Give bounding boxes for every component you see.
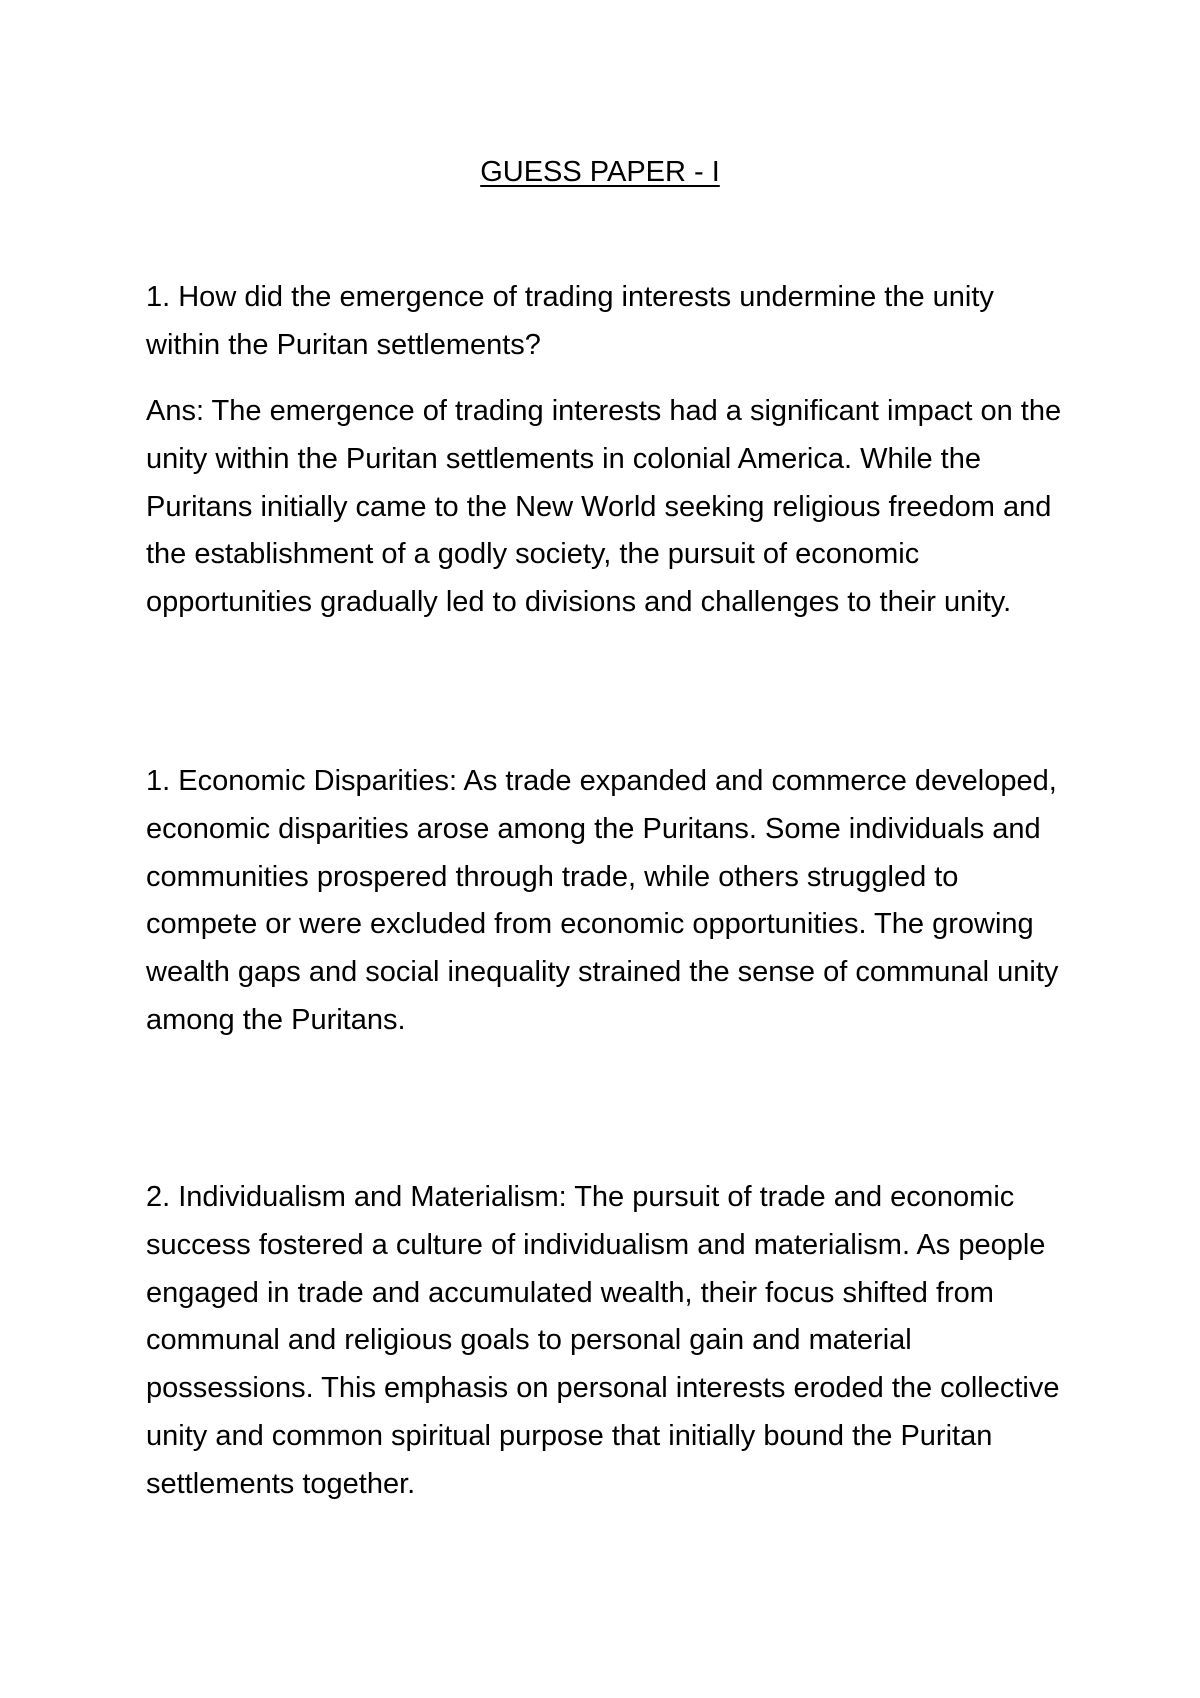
question-text: 1. How did the emergence of trading interests undermine the unity within the Puritan settlements? bbox=[146, 281, 994, 361]
point-individualism-materialism: 2. Individualism and Materialism: The pursuit of trade and economic success fostered a culture of individualism and materialism. As people engaged in trade and accumulated wealth, their focus shifted from communal and religious goals to personal gain and material possessions. This emphasis on personal interests eroded the collective unity and common spiritual purpose that initially bound the Puritan settlements together. bbox=[146, 1181, 1060, 1500]
answer-text: Ans: The emergence of trading interests had a significant impact on the unity within the Puritan settlements in colonial America. While the Puritans initially came to the New World seeking religious freedom and the establishment of a godly society, the pursuit of economic opportunities gradually led to divisions and challenges to their unity. bbox=[146, 395, 1062, 619]
point-economic-disparities: 1. Economic Disparities: As trade expanded and commerce developed, economic disparities arose among the Puritans. Some individuals and communities prospered through trade, while others struggled to compete or were excluded from economic opportunities. The growing wealth gaps and social inequality strained the sense of communal unity among the Puritans. bbox=[146, 765, 1059, 1036]
page-title: GUESS PAPER - I bbox=[480, 156, 720, 188]
